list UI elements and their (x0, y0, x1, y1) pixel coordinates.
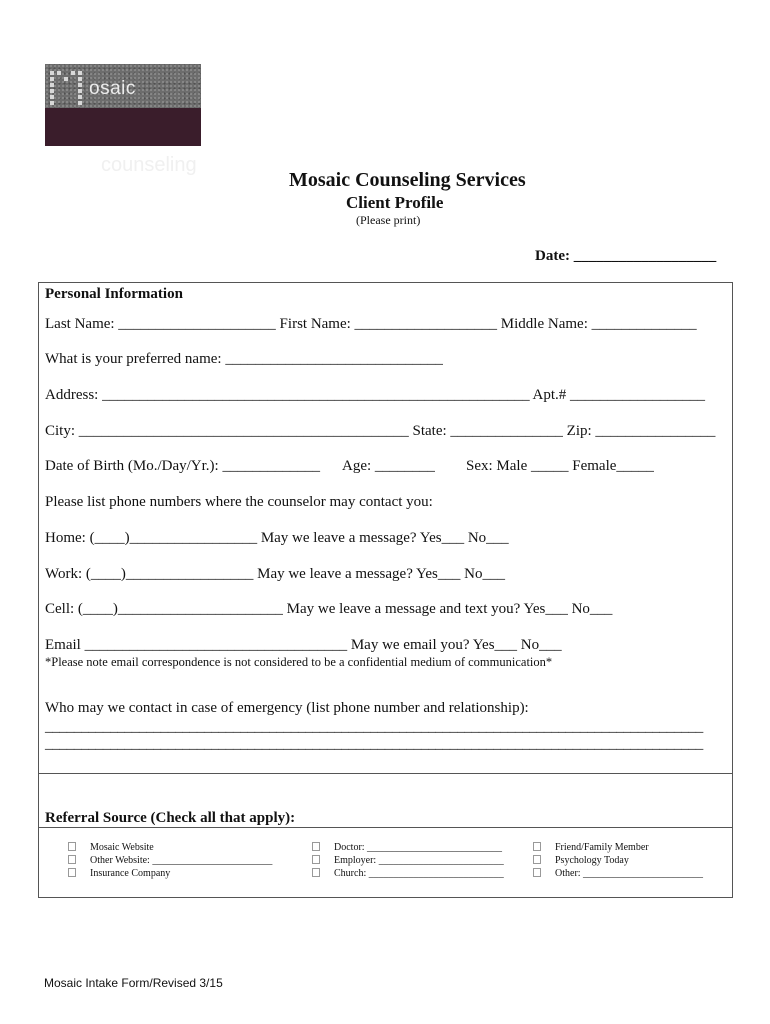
referral-option-insurance-company[interactable]: Insurance Company (68, 868, 170, 879)
referral-option-church[interactable]: Church: ___________________________ (312, 868, 504, 879)
date-field[interactable]: Date: ___________________ (535, 248, 717, 264)
email-note: *Please note email correspondence is not considered to be a confidential medium of communication* (45, 655, 553, 669)
dob-field[interactable]: Date of Birth (Mo./Day/Yr.): _____________ (45, 458, 320, 474)
emergency-contact-line-1[interactable]: ___________________________________________________________________________________________ (45, 719, 703, 735)
home-phone-field[interactable]: Home: (____)_________________ May we leave a message? Yes___ No___ (45, 530, 509, 546)
referral-heading: Referral Source (Check all that apply): (45, 810, 296, 826)
logo-text-osaic: osaic (89, 78, 136, 99)
referral-option-employer[interactable]: Employer: _________________________ (312, 855, 504, 866)
email-field[interactable]: Email ___________________________________ May we email you? Yes___ No___ (45, 637, 562, 653)
work-phone-field[interactable]: Work: (____)_________________ May we leave a message? Yes___ No___ (45, 566, 505, 582)
age-field[interactable]: Age: ________ (342, 458, 435, 474)
emergency-contact-label: Who may we contact in case of emergency (list phone number and relationship): (45, 700, 529, 716)
checkbox[interactable] (68, 868, 76, 877)
phone-intro: Please list phone numbers where the counselor may contact you: (45, 494, 433, 510)
referral-option-other[interactable]: Other: ________________________ (533, 868, 703, 879)
page-title: Mosaic Counseling Services (289, 169, 526, 191)
checkbox[interactable] (312, 868, 320, 877)
referral-option-other-website[interactable]: Other Website: ________________________ (68, 855, 272, 866)
form-footer: Mosaic Intake Form/Revised 3/15 (44, 976, 223, 990)
referral-option-friend-family[interactable]: Friend/Family Member (533, 842, 649, 853)
checkbox[interactable] (312, 842, 320, 851)
city-state-zip-field[interactable]: City: ____________________________________________ State: _______________ Zip: ________________ (45, 423, 716, 439)
preferred-name-field[interactable]: What is your preferred name: _____________________________ (45, 351, 443, 367)
checkbox[interactable] (312, 855, 320, 864)
emergency-contact-line-2[interactable]: ___________________________________________________________________________________________ (45, 736, 703, 752)
logo-counseling-band (45, 108, 201, 176)
name-fields[interactable]: Last Name: _____________________ First Name: ___________________ Middle Name: ______________ (45, 316, 697, 332)
print-instruction: (Please print) (356, 213, 421, 227)
referral-option-doctor[interactable]: Doctor: ___________________________ (312, 842, 502, 853)
logo-mosaic-band (45, 64, 201, 108)
checkbox[interactable] (68, 842, 76, 851)
personal-info-heading: Personal Information (45, 286, 183, 302)
page-subtitle: Client Profile (346, 193, 444, 212)
sex-field[interactable]: Sex: Male _____ Female_____ (466, 458, 654, 474)
mosaic-logo (45, 64, 201, 176)
checkbox[interactable] (533, 842, 541, 851)
logo-m-mark (47, 67, 83, 107)
logo-text-counseling: counseling (101, 154, 197, 176)
address-field[interactable]: Address: _________________________________________________________ Apt.# __________________ (45, 387, 705, 403)
cell-phone-field[interactable]: Cell: (____)______________________ May we leave a message and text you? Yes___ No___ (45, 601, 613, 617)
checkbox[interactable] (533, 868, 541, 877)
checkbox[interactable] (68, 855, 76, 864)
checkbox[interactable] (533, 855, 541, 864)
referral-option-mosaic-website[interactable]: Mosaic Website (68, 842, 154, 853)
referral-option-psychology-today[interactable]: Psychology Today (533, 855, 629, 866)
